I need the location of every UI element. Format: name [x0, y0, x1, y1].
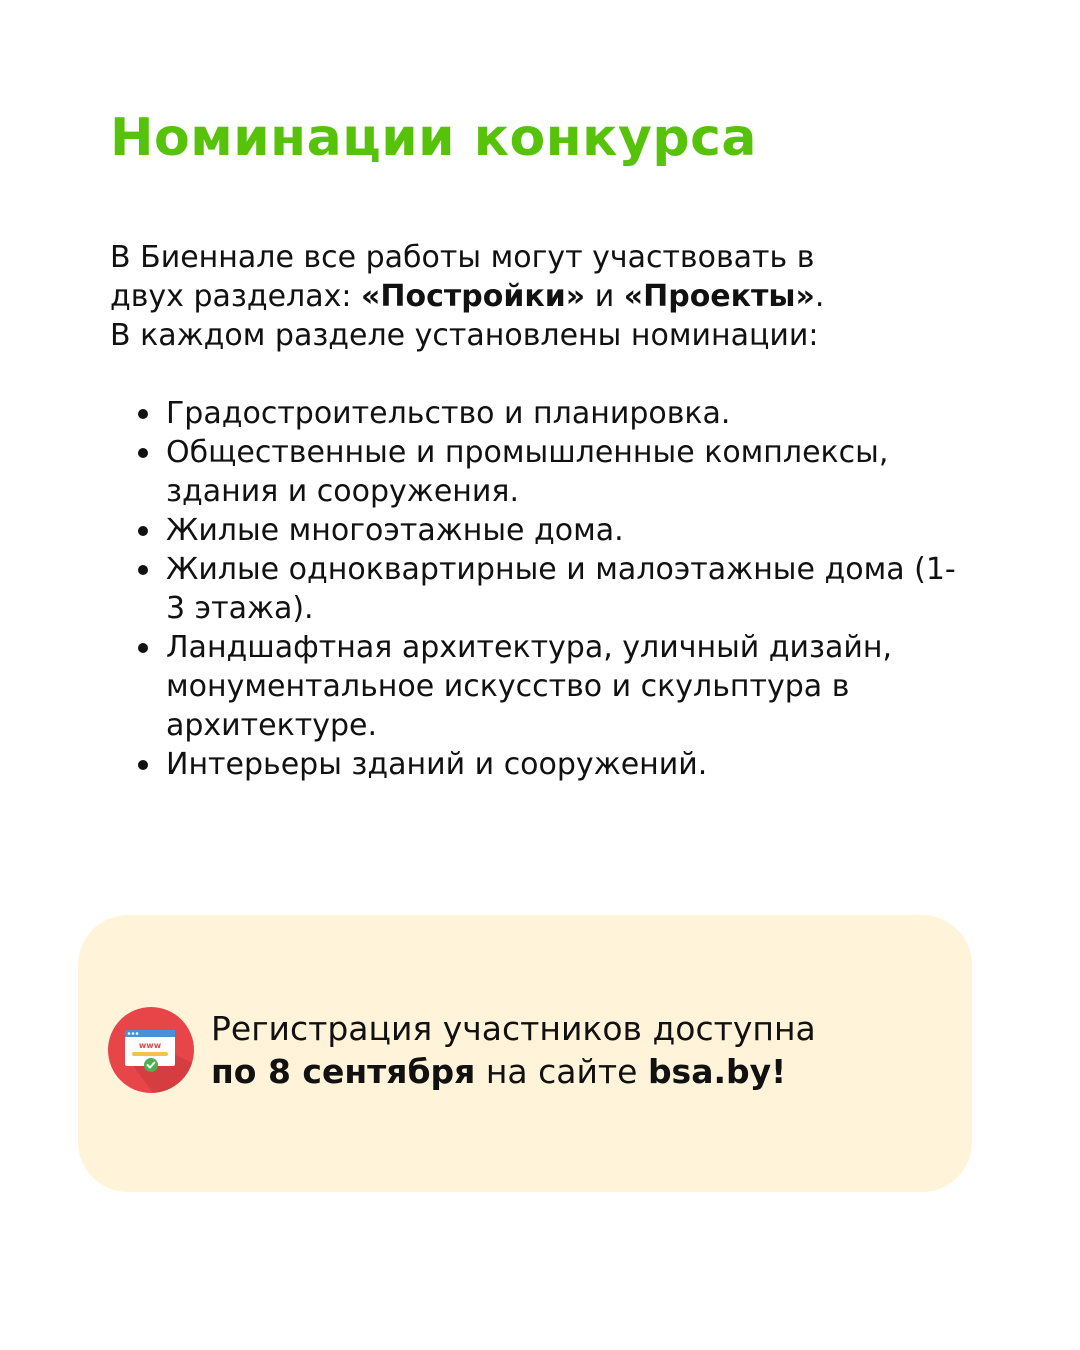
- intro-line-2-end: .: [814, 279, 825, 314]
- nominations-list: [110, 394, 970, 784]
- registration-middle: на сайте: [475, 1052, 648, 1091]
- registration-line-1: Регистрация участников доступна: [211, 1009, 816, 1048]
- registration-card: [78, 915, 972, 1192]
- intro-line-3: В каждом разделе установлены номинации:: [110, 318, 819, 353]
- intro-line-1: В Биеннале все работы могут участвовать в: [110, 240, 815, 275]
- registration-deadline: по 8 сентября: [211, 1052, 476, 1091]
- www-text: www: [138, 1041, 162, 1050]
- nomination-item: Жилые многоэтажные дома.: [110, 511, 970, 550]
- registration-text: [211, 1007, 951, 1093]
- nomination-item: Градостроительство и планировка.: [110, 394, 970, 433]
- section-buildings: «Постройки»: [361, 279, 586, 314]
- page-title: Номинации конкурса: [110, 108, 757, 168]
- intro-paragraph: [110, 238, 970, 355]
- nomination-item: Жилые одноквартирные и малоэтажные дома (1-3 этажа).: [110, 550, 970, 628]
- intro-line-2-prefix: двух разделах:: [110, 279, 362, 314]
- section-projects: «Проекты»: [623, 279, 815, 314]
- website-check-icon: [108, 1007, 194, 1093]
- nomination-item: Общественные и промышленные комплексы, здания и сооружения.: [110, 433, 970, 511]
- registration-site-link[interactable]: bsa.by!: [647, 1052, 787, 1091]
- nomination-item: Ландшафтная архитектура, уличный дизайн, монументальное искусство и скульптура в архитектуре.: [110, 628, 970, 745]
- intro-line-2-and: и: [585, 279, 624, 314]
- nomination-item: Интерьеры зданий и сооружений.: [110, 745, 970, 784]
